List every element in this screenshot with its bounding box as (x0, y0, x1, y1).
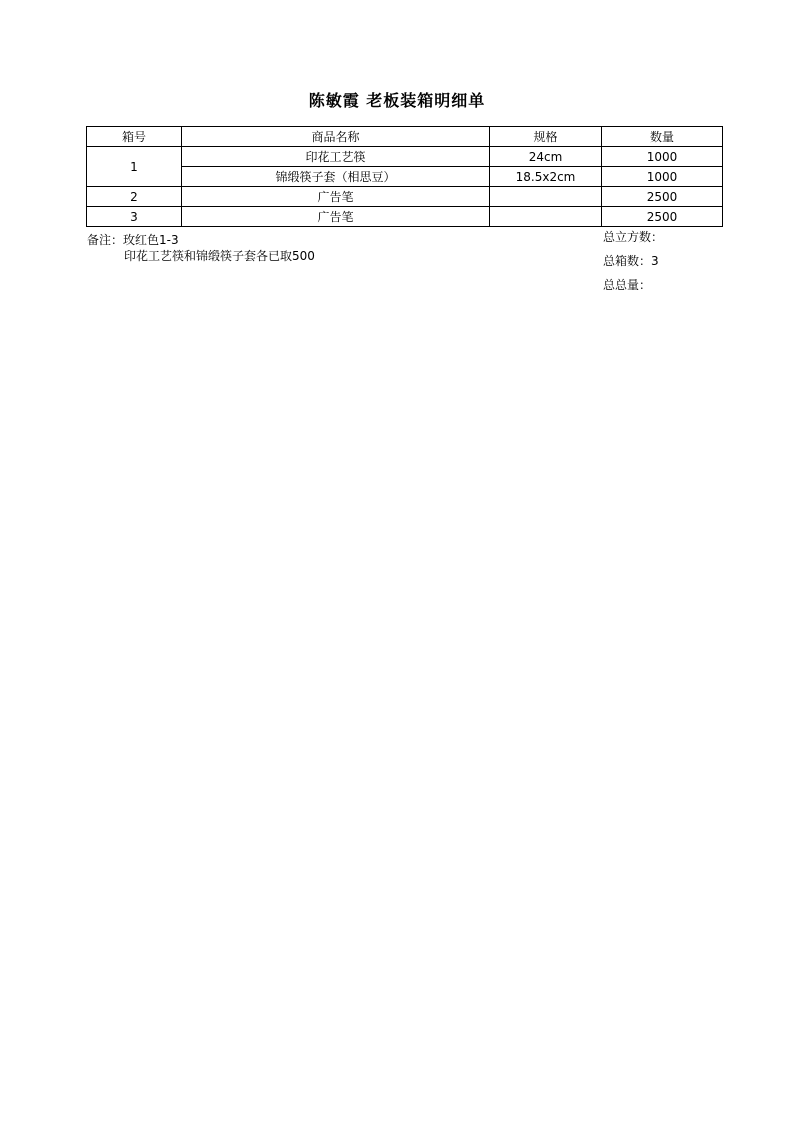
total-volume-label: 总立方数： (603, 230, 664, 244)
table-row (87, 147, 723, 167)
cell-spec (490, 207, 602, 227)
summary-total-weight (603, 278, 663, 302)
notes-section (87, 232, 315, 264)
summary-total-volume (603, 230, 663, 254)
cell-quantity: 1000 (602, 147, 723, 167)
cell-box-number: 2 (87, 187, 182, 207)
header-product-name: 商品名称 (182, 127, 490, 147)
document-title: 陈敏霞 老板装箱明细单 (308, 91, 486, 110)
notes-text-2: 印花工艺筷和锦缎筷子套各已取500 (124, 249, 315, 263)
cell-spec: 24cm (490, 147, 602, 167)
table-row (87, 167, 723, 187)
total-boxes-value: 3 (651, 254, 659, 268)
table-row (87, 207, 723, 227)
cell-box-number: 3 (87, 207, 182, 227)
cell-product-name: 锦缎筷子套（相思豆） (182, 167, 490, 187)
table-header-row (87, 127, 723, 147)
summary-section (603, 230, 663, 302)
cell-spec (490, 187, 602, 207)
notes-line-1 (87, 232, 315, 248)
cell-product-name: 广告笔 (182, 187, 490, 207)
total-weight-label: 总总量： (603, 278, 652, 292)
summary-total-boxes (603, 254, 663, 278)
cell-quantity: 1000 (602, 167, 723, 187)
notes-label: 备注： (87, 233, 124, 247)
cell-product-name: 广告笔 (182, 207, 490, 227)
header-box-number: 箱号 (87, 127, 182, 147)
cell-spec: 18.5x2cm (490, 167, 602, 187)
header-spec: 规格 (490, 127, 602, 147)
total-boxes-label: 总箱数： (603, 254, 652, 268)
notes-line-2 (87, 248, 315, 264)
cell-quantity: 2500 (602, 187, 723, 207)
cell-quantity: 2500 (602, 207, 723, 227)
table-row (87, 187, 723, 207)
notes-text-1: 玫红色1-3 (123, 233, 179, 247)
packing-list-table (86, 126, 723, 227)
cell-box-number: 1 (87, 147, 182, 187)
cell-product-name: 印花工艺筷 (182, 147, 490, 167)
header-quantity: 数量 (602, 127, 723, 147)
